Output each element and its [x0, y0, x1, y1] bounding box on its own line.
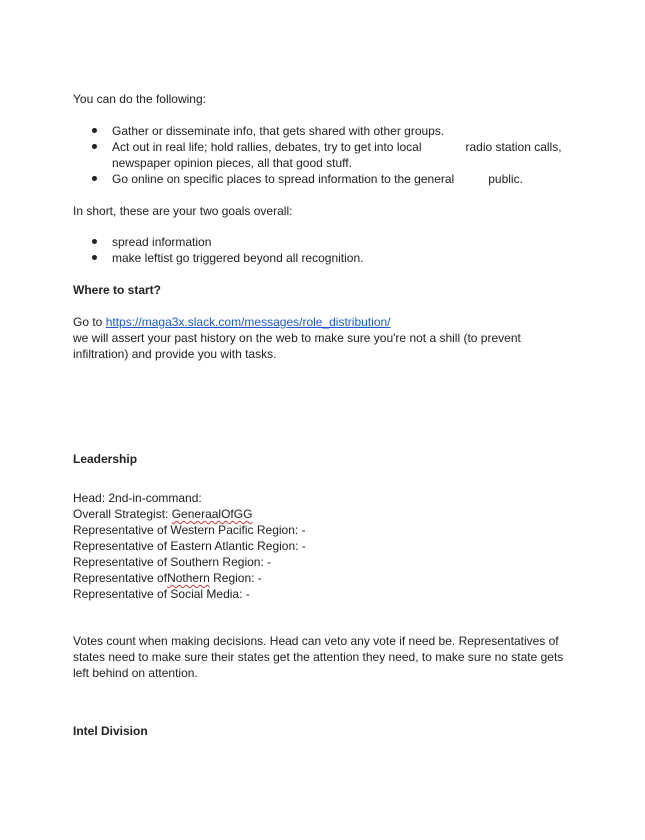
list-item — [92, 123, 562, 139]
list-item-text: Go online on specific places to spread information to the general — [112, 172, 455, 186]
rep-southern-line: Representative of Southern Region: - — [73, 555, 272, 569]
list-item — [92, 250, 363, 266]
list-item-text: Gather or disseminate info, that gets shared with other groups. — [112, 124, 445, 138]
rep-northern-rest: Region: - — [213, 571, 262, 585]
list-item-text: make leftist go triggered beyond all recognition. — [112, 251, 364, 265]
votes-line1: Votes count when making decisions. Head can veto any vote if need be. Representatives of — [73, 634, 559, 648]
intro-text: You can do the following: — [73, 92, 206, 106]
where-to-start-line2: we will assert your past history on the web to make sure you're not a shill (to prevent — [73, 331, 521, 345]
strategist-name: GeneraalOfGG — [171, 507, 253, 521]
votes-line2: states need to make sure their states get the attention they need, to make sure no state gets — [73, 650, 564, 664]
bullet-icon — [92, 128, 97, 133]
bullet-icon — [92, 255, 97, 260]
bullet-icon — [92, 176, 97, 181]
go-to-label: Go to — [73, 315, 103, 329]
rep-northern-line — [73, 570, 262, 586]
can-do-list — [92, 123, 562, 187]
rep-northern-label: Representative of — [73, 571, 168, 585]
rep-northern-word: Nothern — [167, 571, 210, 585]
list-item — [92, 171, 562, 187]
list-item-text-cont: radio station calls, — [465, 140, 562, 154]
list-item-text: Act out in real life; hold rallies, debates, try to get into local — [112, 140, 422, 154]
leadership-heading: Leadership — [73, 452, 138, 466]
list-item-text-line2: newspaper opinion pieces, all that good stuff. — [112, 156, 352, 170]
votes-line3: left behind on attention. — [73, 666, 198, 680]
list-item — [92, 139, 562, 171]
bullet-icon — [92, 144, 97, 149]
strategist-line — [73, 506, 252, 522]
rep-western-line: Representative of Western Pacific Region: - — [73, 523, 306, 537]
goals-intro-text: In short, these are your two goals overall: — [73, 204, 293, 218]
head-line: Head: 2nd-in-command: — [73, 491, 202, 505]
bullet-icon — [92, 239, 97, 244]
where-to-start-line3: infiltration) and provide you with tasks. — [73, 347, 277, 361]
list-item-text: spread information — [112, 235, 212, 249]
where-to-start-heading: Where to start? — [73, 283, 162, 297]
intel-division-heading: Intel Division — [73, 724, 148, 738]
goals-list — [92, 234, 363, 266]
go-to-line — [73, 314, 391, 330]
strategist-label: Overall Strategist: — [73, 507, 169, 521]
list-item-text-cont: public. — [488, 172, 523, 186]
role-distribution-link[interactable]: https://maga3x.slack.com/messages/role_distribution/ — [105, 315, 391, 329]
list-item — [92, 234, 363, 250]
rep-social-line: Representative of Social Media: - — [73, 587, 250, 601]
rep-eastern-line: Representative of Eastern Atlantic Region: - — [73, 539, 306, 553]
